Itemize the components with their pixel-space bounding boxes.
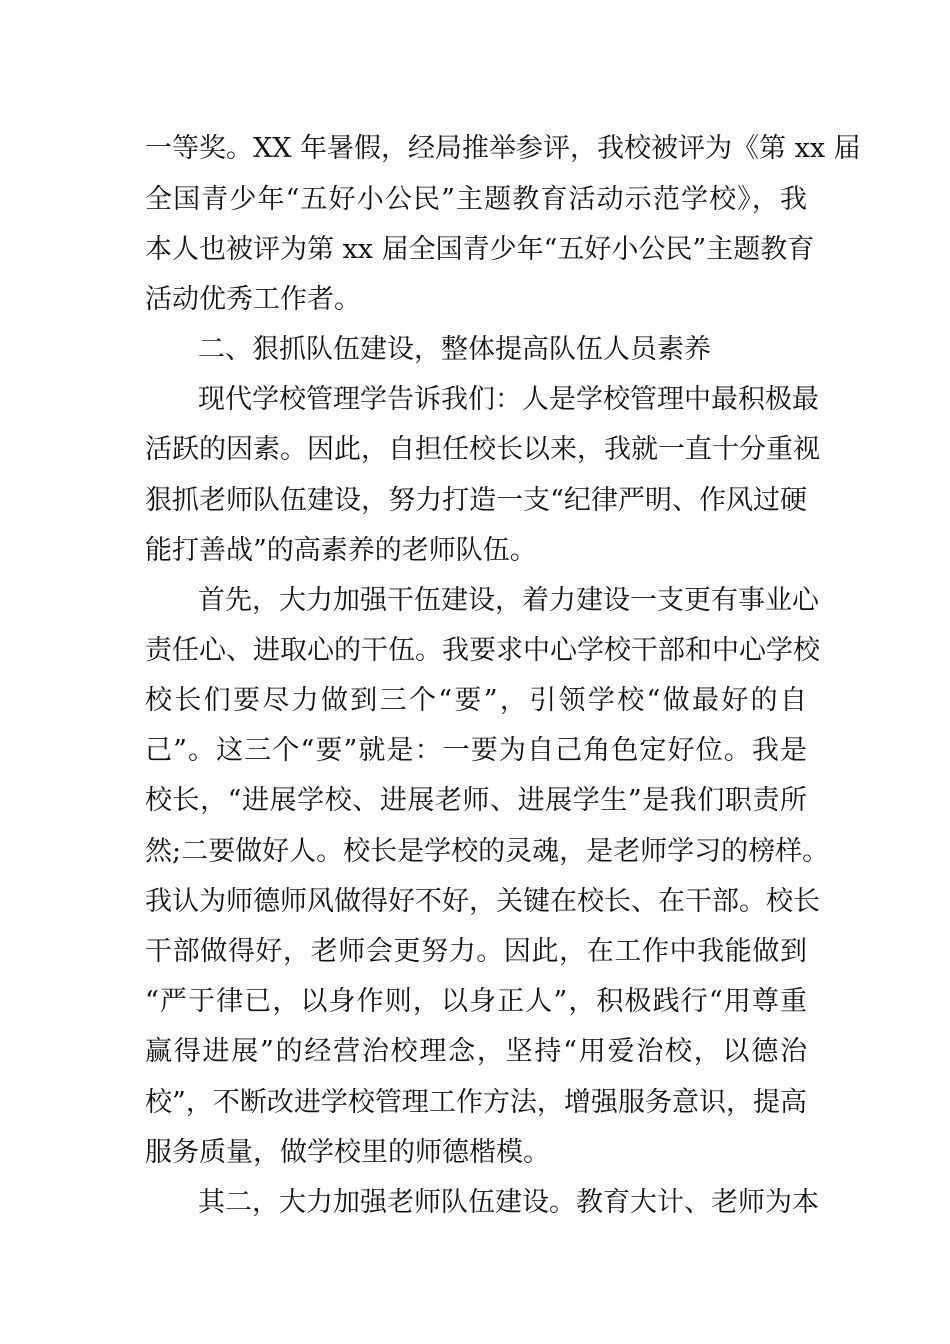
text-line: 本人也被评为第 xx 届全国青少年“五好小公民”主题教育 — [145, 234, 815, 265]
text-line: 校”，不断改进学校管理工作方法，增强服务意识，提高 — [145, 1087, 807, 1118]
text-line: 责任心、进取心的干伍。我要求中心学校干部和中心学校 — [145, 635, 820, 666]
text-line: 首先，大力加强干伍建设，着力建设一支更有事业心 — [198, 585, 819, 616]
text-line: “严于律已，以身作则，以身正人”，积极践行“用尊重 — [145, 986, 807, 1017]
text-line: 现代学校管理学告诉我们：人是学校管理中最积极最 — [198, 384, 819, 415]
text-line: 校长们要尽力做到三个“要”，引领学校“做最好的自 — [145, 685, 807, 716]
text-line: 全国青少年“五好小公民”主题教育活动示范学校》，我 — [145, 184, 807, 215]
text-line: 狠抓老师队伍建设，努力打造一支“纪律严明、作风过硬 — [145, 485, 807, 516]
text-line: 赢得进展”的经营治校理念，坚持“用爱治校，以德治 — [145, 1036, 807, 1067]
text-line: 其二，大力加强老师队伍建设。教育大计、老师为本 — [198, 1187, 819, 1218]
section-heading: 二、狠抓队伍建设，整体提高队伍人员素养 — [198, 334, 711, 365]
text-line: 活动优秀工作者。 — [145, 284, 361, 315]
text-line: 服务质量，做学校里的师德楷模。 — [145, 1137, 550, 1168]
text-line: 活跃的因素。因此，自担任校长以来，我就一直十分重视 — [145, 434, 820, 465]
text-line: 能打善战”的高素养的老师队伍。 — [145, 535, 537, 566]
text-line: 校长，“进展学校、进展老师、进展学生”是我们职责所 — [145, 785, 807, 816]
text-line: 一等奖。XX 年暑假，经局推举参评，我校被评为《第 xx 届 — [145, 133, 861, 164]
text-line: 己”。这三个“要”就是：一要为自己角色定好位。我是 — [145, 735, 807, 766]
text-line: 然;二要做好人。校长是学校的灵魂，是老师学习的榜样。 — [145, 836, 830, 867]
text-line: 干部做得好，老师会更努力。因此，在工作中我能做到 — [145, 936, 807, 967]
text-line: 我认为师德师风做得好不好，关键在校长、在干部。校长 — [145, 886, 820, 917]
